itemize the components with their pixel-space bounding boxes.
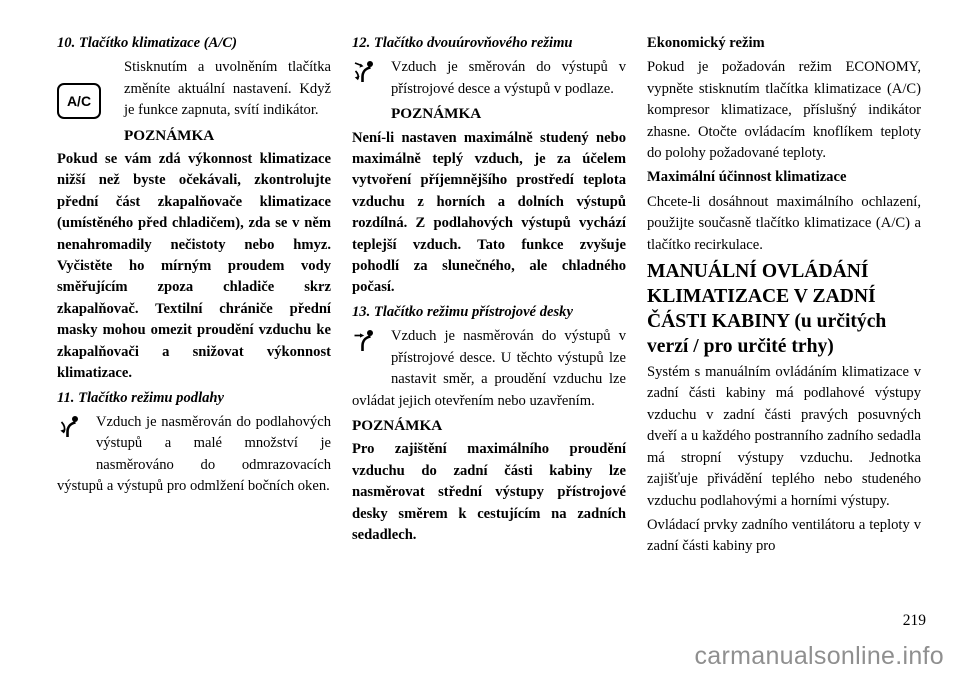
floor-mode-icon (57, 412, 91, 476)
column-1 (57, 33, 331, 561)
note-text: Pokud se vám zdá výkonnost klimatizace nižší než byste očekávali, zkontrolujte přední část zkapalňovače klimatizace (umístěného před chladičem), zda se v něm nenahromadily nečistoty nebo hmyz. Vyčistěte ho mírným proudem vody směřujícím zpoza chladiče skrz zkapalňovač. Textilní chrániče přední masky mohou omezit proudění vzduchu ke zkapalňovači a snižovat výkonnost klimatizace. (57, 151, 331, 382)
max-efficiency-text: Chcete-li dosáhnout maximálního ochlazení, použijte současně tlačítko klimatizace (A/C) a tlačítko recirkulace. (647, 193, 921, 253)
item12-heading: 12. Tlačítko dvouúrovňového režimu (352, 35, 573, 51)
note-heading: POZNÁMKA (352, 416, 443, 434)
item11-paragraph (57, 412, 331, 498)
panel-mode-icon (352, 326, 386, 390)
item11-text: Vzduch je nasměrován do podlahových výstupů a malé množství je nasměrováno do odmrazovacích výstupů a výstupů pro odmlžení bočních oken. (57, 413, 331, 495)
page-columns (57, 33, 921, 561)
note-heading: POZNÁMKA (391, 105, 482, 123)
item13-heading: 13. Tlačítko režimu přístrojové desky (352, 303, 573, 320)
column-3 (647, 33, 921, 561)
note-text: Pro zajištění maximálního proudění vzduchu do zadní části kabiny lze nasměrovat střední výstupy přístrojové desky směrem k cestujícím na zadních sedadlech. (352, 441, 626, 543)
bilevel-mode-icon (352, 57, 386, 121)
watermark: carmanualsonline.info (694, 642, 944, 670)
ac-button-icon (57, 57, 111, 145)
item10-paragraph (57, 57, 331, 121)
page-number: 219 (902, 612, 926, 629)
economy-mode-text: Pokud je požadován režim ECONOMY, vypněte stisknutím tlačítka klimatizace (A/C) kompresor klimatizace, příslušný indikátor zhasne. Otočte ovládacím knoflíkem teploty do polohy požadované teploty. (647, 59, 921, 162)
ac-icon-label: A/C (66, 92, 92, 109)
note-text: Není-li nastaven maximálně studený nebo maximálně teplý vzduch, je za účelem vytvoření příjemnějšího prostředí teplota vzduchu z horních a dolních výstupů rozdílná. Z podlahových výstupů vychází teplejší vzduch. Tato funkce zvyšuje pohodlí za slunečného, ale chladného počasí. (352, 129, 626, 296)
item11-heading: 11. Tlačítko režimu podlahy (57, 389, 225, 406)
economy-mode-heading: Ekonomický režim (647, 35, 765, 51)
item13-paragraph (352, 326, 626, 412)
item10-heading: 10. Tlačítko klimatizace (A/C) (57, 35, 237, 51)
item12-paragraph (352, 57, 626, 100)
max-efficiency-heading: Maximální účinnost klimatizace (647, 169, 847, 186)
manual-control-heading: MANUÁLNÍ OVLÁDÁNÍ KLIMATIZACE V ZADNÍ ČÁSTI KABINY (u určitých verzí / pro určité trhy) (647, 261, 887, 358)
column-2 (352, 33, 626, 561)
note-heading: POZNÁMKA (124, 126, 215, 144)
item13-text: Vzduch je nasměrován do výstupů v přístrojové desce. U těchto výstupů lze nastavit směr, a proudění vzduchu lze ovládat jejich otevřením nebo uzavřením. (352, 328, 626, 409)
item10-text: Stisknutím a uvolněním tlačítka změníte aktuální nastavení. Když je funkce zapnuta, svítí indikátor. (124, 59, 331, 119)
manual-control-text-2: Ovládací prvky zadního ventilátoru a teploty v zadní části kabiny pro (647, 516, 921, 555)
manual-control-text-1: Systém s manuálním ovládáním klimatizace v zadní části kabiny má podlahové výstupy vzduchu v zadní části pravých posuvných dveří a u každého postranního zadního sedadla má stropní výstupy vzduchu. Jednotka zajišťuje přivádění teplého nebo studeného vzduchu podlahovými a horními výstupy. (647, 364, 921, 509)
item12-text: Vzduch je směrován do výstupů v přístrojové desce a výstupů v podlaze. (391, 59, 626, 97)
